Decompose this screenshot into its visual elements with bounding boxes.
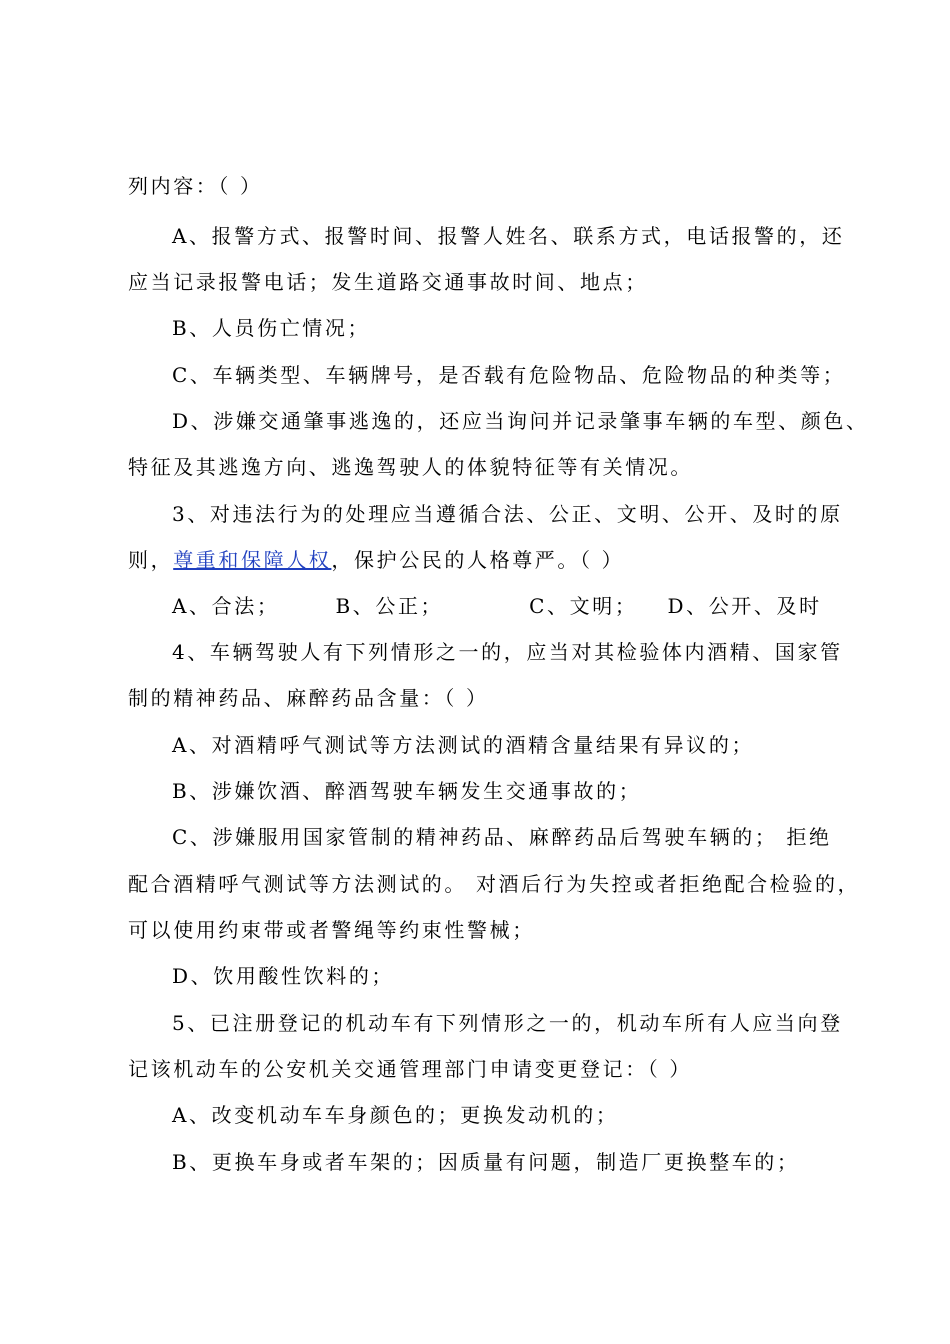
text-line: 可以使用约束带或者警绳等约束性警械； (128, 918, 535, 942)
text-segment: ，保护公民的人格尊严。（ ） (331, 548, 625, 572)
text-line: 配合酒精呼气测试等方法测试的。 对酒后行为失控或者拒绝配合检验的， (128, 872, 861, 896)
text-line: 列内容：（ ） (128, 174, 263, 198)
question-4: 4、车辆驾驶人有下列情形之一的，应当对其检验体内酒精、国家管 (172, 640, 843, 664)
option-b-line: B、涉嫌饮酒、醉酒驾驶车辆发生交通事故的； (172, 779, 642, 803)
text-line: 制的精神药品、麻醉药品含量：（ ） (128, 686, 489, 710)
option-c-line: C、涉嫌服用国家管制的精神药品、麻醉药品后驾驶车辆的； 拒绝 (172, 825, 832, 849)
option-a-line: A、改变机动车车身颜色的；更换发动机的； (172, 1103, 619, 1127)
option-d-line: D、涉嫌交通肇事逃逸的，还应当询问并记录肇事车辆的车型、颜色、 (172, 409, 869, 433)
question-5: 5、已注册登记的机动车有下列情形之一的，机动车所有人应当向登 (172, 1011, 843, 1035)
option-d-line: D、饮用酸性饮料的； (172, 964, 395, 988)
option-b: B、公正； (335, 594, 444, 618)
option-c-line: C、车辆类型、车辆牌号，是否载有危险物品、危险物品的种类等； (172, 363, 846, 387)
text-line: 特征及其逃逸方向、逃逸驾驶人的体貌特征等有关情况。 (128, 455, 693, 479)
text-line (128, 546, 848, 574)
option-b-line: B、更换车身或者车架的；因质量有问题，制造厂更换整车的； (172, 1150, 800, 1174)
text-segment: 则， (128, 548, 174, 572)
option-b-line: B、人员伤亡情况； (172, 316, 371, 340)
question-3: 3、对违法行为的处理应当遵循合法、公正、文明、公开、及时的原 (172, 502, 843, 526)
text-line: 应当记录报警电话；发生道路交通事故时间、地点； (128, 270, 648, 294)
human-rights-link[interactable]: 尊重和保障人权 (173, 548, 332, 572)
text-line: 记该机动车的公安机关交通管理部门申请变更登记：（ ） (128, 1057, 692, 1081)
option-c: C、文明； (529, 594, 638, 618)
option-a: A、合法； (172, 594, 280, 618)
question-3-options (172, 592, 892, 620)
option-a-line: A、对酒精呼气测试等方法测试的酒精含量结果有异议的； (172, 733, 755, 757)
option-d: D、公开、及时 (667, 594, 822, 618)
option-a-line: A、报警方式、报警时间、报警人姓名、联系方式，电话报警的，还 (172, 224, 845, 248)
